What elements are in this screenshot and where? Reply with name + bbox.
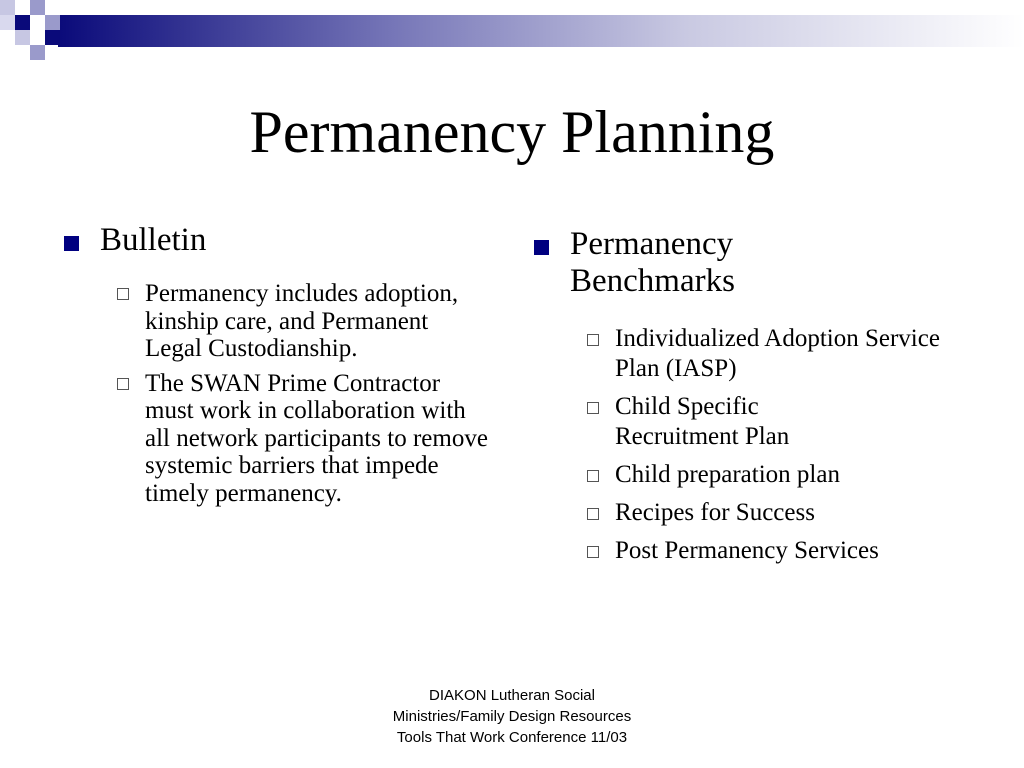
- list-item-text: The SWAN Prime Contractor must work in collaboration with all network participants to remove systemic barriers that impede timely permanency.: [145, 369, 488, 507]
- list-item-text: Recipes for Success: [615, 499, 815, 526]
- decor-square: [0, 15, 15, 30]
- list-item: [585, 324, 980, 384]
- slide-footer: [312, 685, 712, 748]
- square-bullet-icon: [64, 236, 79, 251]
- list-item: [585, 536, 980, 566]
- list-item: [585, 460, 980, 490]
- list-item: [115, 370, 490, 508]
- right-heading-bullet: [530, 226, 980, 300]
- decor-square: [45, 30, 60, 45]
- hollow-square-bullet-icon: [587, 334, 599, 346]
- decor-square: [15, 30, 30, 45]
- hollow-square-bullet-icon: [117, 378, 129, 390]
- decor-square: [15, 15, 30, 30]
- header-banner: [0, 0, 1024, 62]
- left-sub-list: [115, 280, 490, 507]
- hollow-square-bullet-icon: [117, 288, 129, 300]
- list-item-text: Child Specific Recruitment Plan: [615, 393, 790, 450]
- decor-square: [0, 0, 15, 15]
- decor-square: [45, 15, 60, 30]
- banner-gradient-bar: [58, 15, 1024, 47]
- footer-line: DIAKON Lutheran Social: [429, 687, 595, 704]
- list-item: [585, 498, 980, 528]
- list-item-text: Child preparation plan: [615, 461, 840, 488]
- hollow-square-bullet-icon: [587, 546, 599, 558]
- list-item-text: Permanency includes adoption, kinship care, and Permanent Legal Custodianship.: [145, 280, 459, 362]
- right-heading: Permanency Benchmarks: [570, 226, 735, 299]
- hollow-square-bullet-icon: [587, 470, 599, 482]
- footer-line: Ministries/Family Design Resources: [392, 708, 632, 725]
- left-heading-bullet: [60, 222, 490, 259]
- list-item: [585, 392, 980, 452]
- list-item-text: Post Permanency Services: [615, 537, 879, 564]
- right-column: [530, 226, 980, 574]
- left-column: [60, 222, 490, 514]
- decor-square: [30, 45, 45, 60]
- list-item-text: Individualized Adoption Service Plan (IASP): [615, 325, 940, 382]
- right-sub-list: [585, 324, 980, 566]
- decor-square: [15, 0, 30, 15]
- footer-line: Tools That Work Conference 11/03: [396, 729, 628, 746]
- square-bullet-icon: [534, 240, 549, 255]
- slide-title: Permanency Planning: [249, 99, 775, 165]
- hollow-square-bullet-icon: [587, 508, 599, 520]
- left-heading: Bulletin: [100, 222, 207, 258]
- decor-square: [30, 0, 45, 15]
- list-item: [115, 280, 490, 363]
- hollow-square-bullet-icon: [587, 402, 599, 414]
